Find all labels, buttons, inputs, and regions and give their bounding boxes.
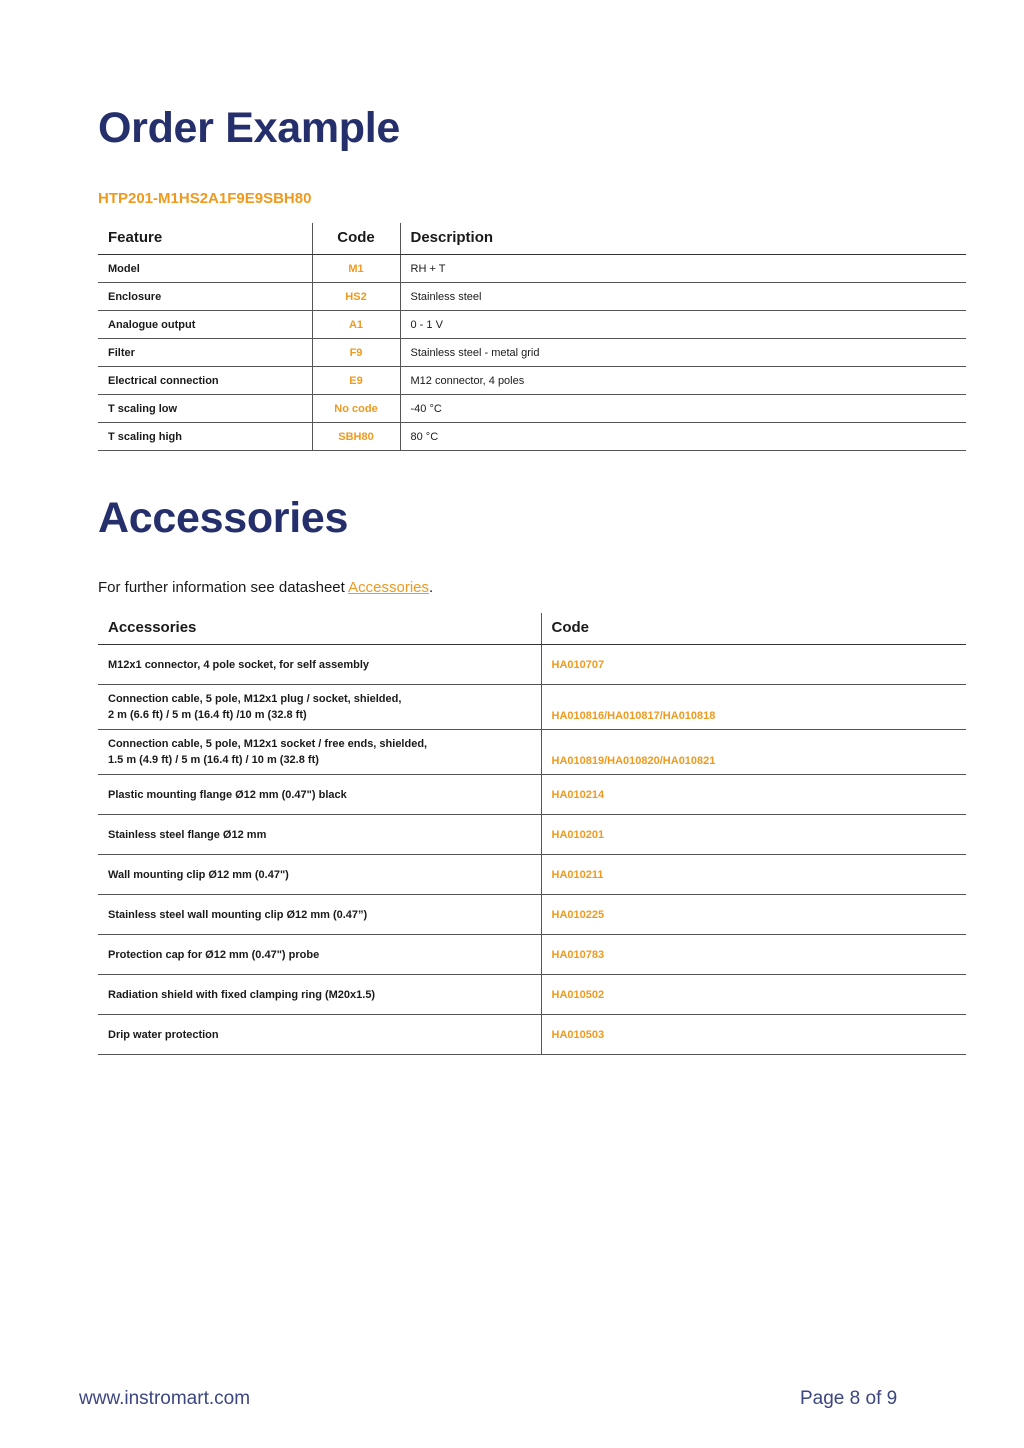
feature-cell: Model — [98, 255, 312, 283]
code-cell: SBH80 — [312, 423, 400, 451]
table-row — [98, 367, 966, 395]
description-cell: Stainless steel - metal grid — [400, 339, 966, 367]
order-code: HTP201-M1HS2A1F9E9SBH80 — [98, 190, 312, 207]
code-cell: M1 — [312, 255, 400, 283]
accessory-code-cell: HA010707 — [541, 645, 966, 685]
accessory-code-cell: HA010819/HA010820/HA010821 — [541, 730, 966, 775]
feature-cell: Electrical connection — [98, 367, 312, 395]
feature-cell: Enclosure — [98, 283, 312, 311]
accessory-name-line1: Radiation shield with fixed clamping ring (M20x1.5) — [108, 988, 376, 1001]
accessory-name-cell — [98, 855, 541, 895]
feature-cell: Filter — [98, 339, 312, 367]
order-example-title: Order Example — [98, 104, 401, 152]
order-table-header — [98, 223, 966, 255]
table-row — [98, 311, 966, 339]
header-feature: Feature — [98, 223, 312, 255]
description-cell: M12 connector, 4 poles — [400, 367, 966, 395]
table-row — [98, 283, 966, 311]
order-table — [98, 223, 966, 451]
feature-cell: T scaling high — [98, 423, 312, 451]
table-row — [98, 685, 966, 730]
code-cell: E9 — [312, 367, 400, 395]
table-row — [98, 775, 966, 815]
accessory-name-cell — [98, 645, 541, 685]
accessory-name-cell — [98, 685, 541, 730]
accessory-name-line1: Stainless steel wall mounting clip Ø12 mm (0.47”) — [108, 908, 368, 921]
table-row — [98, 1015, 966, 1055]
accessory-name-cell — [98, 815, 541, 855]
accessories-datasheet-link[interactable]: Accessories — [348, 579, 429, 596]
accessory-name-cell — [98, 1015, 541, 1055]
footer-page-number: Page 8 of 9 — [800, 1388, 898, 1409]
table-row — [98, 855, 966, 895]
accessory-name-line1: Connection cable, 5 pole, M12x1 plug / socket, shielded, — [108, 693, 402, 705]
accessory-name-cell — [98, 775, 541, 815]
accessory-name-line1: Wall mounting clip Ø12 mm (0.47") — [108, 868, 289, 881]
header-acc-code: Code — [541, 613, 966, 645]
accessories-intro — [98, 579, 433, 596]
table-row — [98, 423, 966, 451]
table-row — [98, 645, 966, 685]
footer-website[interactable]: www.instromart.com — [79, 1388, 251, 1409]
intro-end: . — [429, 579, 434, 596]
accessory-code-cell: HA010783 — [541, 935, 966, 975]
table-row — [98, 935, 966, 975]
accessory-code-cell: HA010225 — [541, 895, 966, 935]
accessory-name-line2: 1.5 m (4.9 ft) / 5 m (16.4 ft) / 10 m (32.8 ft) — [108, 754, 319, 766]
accessory-name-line1: Connection cable, 5 pole, M12x1 socket / free ends, shielded, — [108, 738, 428, 750]
accessories-title: Accessories — [98, 494, 349, 542]
description-cell: RH + T — [400, 255, 966, 283]
accessory-name-line1: M12x1 connector, 4 pole socket, for self assembly — [108, 658, 370, 671]
table-row — [98, 895, 966, 935]
accessory-name-cell — [98, 730, 541, 775]
accessory-code-cell: HA010201 — [541, 815, 966, 855]
code-cell: HS2 — [312, 283, 400, 311]
accessory-name-line1: Drip water protection — [108, 1028, 219, 1041]
accessory-code-cell: HA010816/HA010817/HA010818 — [541, 685, 966, 730]
accessory-name-cell — [98, 975, 541, 1015]
table-row — [98, 975, 966, 1015]
accessory-name-line2: 2 m (6.6 ft) / 5 m (16.4 ft) /10 m (32.8 ft) — [108, 709, 307, 721]
accessory-name-line1: Stainless steel flange Ø12 mm — [108, 828, 267, 841]
accessory-code-cell: HA010502 — [541, 975, 966, 1015]
accessories-table-header — [98, 613, 966, 645]
header-code: Code — [312, 223, 400, 255]
table-row — [98, 395, 966, 423]
description-cell: 80 °C — [400, 423, 966, 451]
accessory-code-cell: HA010503 — [541, 1015, 966, 1055]
accessory-name-line1: Plastic mounting flange Ø12 mm (0.47") black — [108, 788, 347, 801]
header-accessories: Accessories — [98, 613, 541, 645]
accessory-code-cell: HA010211 — [541, 855, 966, 895]
description-cell: 0 - 1 V — [400, 311, 966, 339]
table-row — [98, 730, 966, 775]
code-cell: F9 — [312, 339, 400, 367]
accessory-name-cell — [98, 895, 541, 935]
table-row — [98, 255, 966, 283]
code-cell: A1 — [312, 311, 400, 339]
table-row — [98, 339, 966, 367]
description-cell: -40 °C — [400, 395, 966, 423]
header-description: Description — [400, 223, 966, 255]
feature-cell: Analogue output — [98, 311, 312, 339]
table-row — [98, 815, 966, 855]
description-cell: Stainless steel — [400, 283, 966, 311]
feature-cell: T scaling low — [98, 395, 312, 423]
code-cell: No code — [312, 395, 400, 423]
intro-text: For further information see datasheet — [98, 579, 349, 596]
accessory-name-cell — [98, 935, 541, 975]
accessories-table — [98, 613, 966, 1055]
accessory-code-cell: HA010214 — [541, 775, 966, 815]
accessory-name-line1: Protection cap for Ø12 mm (0.47") probe — [108, 948, 320, 961]
